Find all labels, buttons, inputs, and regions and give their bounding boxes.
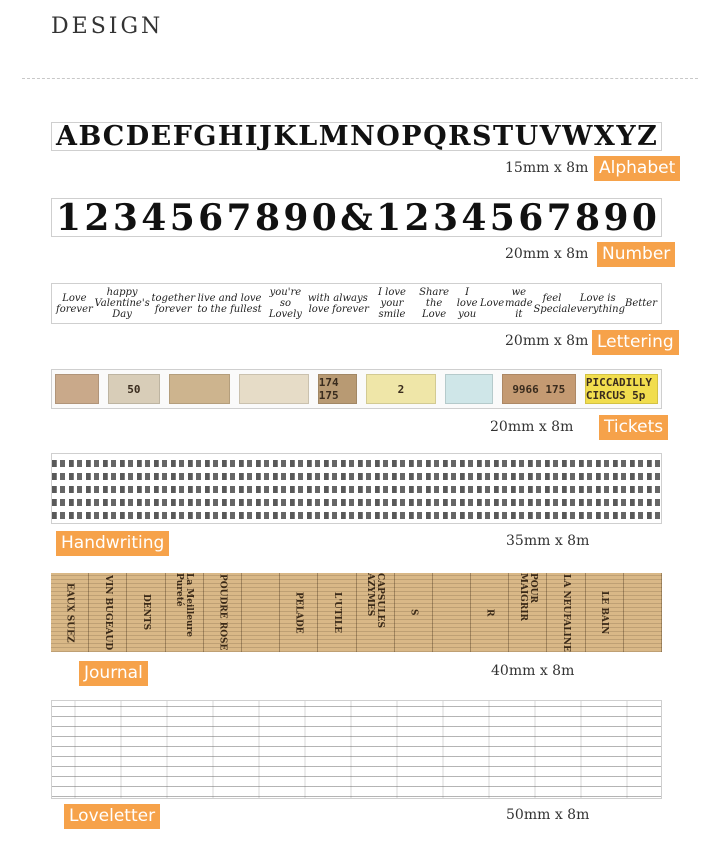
lettering-phrase: live and love to the fullest <box>197 292 262 315</box>
alphabet-glyph: O <box>376 122 400 151</box>
number-glyph: 2 <box>84 198 110 237</box>
number-glyph: 0 <box>631 198 657 237</box>
alphabet-glyph: P <box>401 122 422 151</box>
number-glyph: 3 <box>432 198 458 237</box>
lettering-phrase: happy Valentine's Day <box>94 287 150 320</box>
ticket-image: 2 <box>366 374 436 404</box>
journal-advert: DENTS <box>127 573 165 652</box>
lettering-phrase: I love your smile <box>378 287 406 320</box>
ticket-image <box>239 374 309 404</box>
lettering-phrase: we made it <box>504 287 533 320</box>
journal-advert <box>433 573 471 652</box>
lettering-phrase: Better <box>624 298 657 309</box>
alphabet-glyph: H <box>217 122 244 151</box>
alphabet-glyph: D <box>125 122 150 151</box>
alphabet-glyph: M <box>318 122 349 151</box>
journal-advert: VIN BUGEAUD <box>89 573 127 652</box>
alphabet-glyph: Q <box>423 122 447 151</box>
alphabet-glyph: Y <box>616 122 636 151</box>
ticket-image <box>445 374 493 404</box>
ticket-image: 50 <box>108 374 160 404</box>
tape-lettering <box>51 283 662 324</box>
journal-advert: EAUX SUEZ <box>51 573 89 652</box>
tape-size: 35mm x 8m <box>506 533 590 549</box>
tape-number <box>51 198 662 237</box>
lettering-phrase: I love you <box>456 287 478 320</box>
lettering-strip <box>52 284 661 323</box>
journal-advert: POUR MAIGRIR <box>509 573 547 652</box>
alphabet-glyph: V <box>539 122 561 151</box>
tape-size: 40mm x 8m <box>491 663 575 679</box>
number-glyph: 4 <box>141 198 167 237</box>
journal-advert: LA NEUFALINE <box>547 573 585 652</box>
alphabet-glyph: C <box>102 122 125 151</box>
journal-advert: CAPSULES AZYMES <box>357 573 395 652</box>
alphabet-strip <box>52 123 661 150</box>
lettering-phrase: Love forever <box>56 292 93 315</box>
loveletter-strip <box>52 701 661 798</box>
alphabet-glyph: K <box>273 122 297 151</box>
journal-advert <box>242 573 280 652</box>
journal-advert: S <box>395 573 433 652</box>
page-title: DESIGN <box>51 14 164 39</box>
journal-advert: L'UTILE <box>318 573 356 652</box>
journal-advert <box>624 573 662 652</box>
alphabet-glyph: U <box>514 122 539 151</box>
tape-alphabet <box>51 122 662 151</box>
lettering-phrase: together forever <box>151 292 196 315</box>
number-glyph: 7 <box>546 198 572 237</box>
number-glyph: & <box>340 198 373 237</box>
ticket-image: 9966 175 <box>502 374 576 404</box>
lettering-phrase: Love <box>480 298 505 309</box>
tape-size: 20mm x 8m <box>505 246 589 262</box>
ticket-image <box>55 374 99 404</box>
number-glyph: 4 <box>461 198 487 237</box>
tape-label: Tickets <box>599 415 668 440</box>
alphabet-glyph: J <box>259 122 272 151</box>
number-glyph: 1 <box>376 198 402 237</box>
number-glyph: 8 <box>254 198 281 237</box>
number-glyph: 6 <box>198 198 224 237</box>
lettering-phrase: always forever <box>332 292 369 315</box>
tickets-strip <box>52 370 661 408</box>
tape-label: Loveletter <box>64 804 160 829</box>
journal-strip <box>51 573 662 652</box>
alphabet-glyph: A <box>56 122 77 151</box>
tape-label: Alphabet <box>594 156 680 181</box>
tape-handwriting <box>51 453 662 524</box>
number-glyph: 7 <box>226 198 252 237</box>
ticket-image <box>169 374 230 404</box>
lettering-phrase: feel Special <box>533 292 571 315</box>
number-glyph: 9 <box>603 198 629 237</box>
alphabet-glyph: T <box>493 122 514 151</box>
number-glyph: 6 <box>518 198 544 237</box>
tape-size: 50mm x 8m <box>506 807 590 823</box>
alphabet-glyph: L <box>298 122 318 151</box>
tape-loveletter <box>51 700 662 799</box>
tape-size: 20mm x 8m <box>505 333 589 349</box>
tape-size: 15mm x 8m <box>505 160 589 176</box>
ticket-image: PICCADILLY CIRCUS 5p <box>585 374 658 404</box>
alphabet-glyph: I <box>244 122 258 151</box>
alphabet-glyph: R <box>448 122 471 151</box>
ticket-image: 174 175 <box>318 374 357 404</box>
lettering-phrase: Love is everything <box>570 292 625 315</box>
number-glyph: 2 <box>404 198 430 237</box>
tape-size: 20mm x 8m <box>490 419 574 435</box>
number-glyph: 9 <box>283 198 309 237</box>
alphabet-glyph: E <box>150 122 172 151</box>
alphabet-glyph: G <box>193 122 217 151</box>
journal-advert: La Meilleure Pureté <box>166 573 204 652</box>
number-strip <box>52 199 661 236</box>
lettering-phrase: with love <box>307 292 331 315</box>
divider <box>22 78 698 79</box>
alphabet-glyph: B <box>78 122 102 151</box>
journal-advert: PELADE <box>280 573 318 652</box>
journal-advert: LE BAIN <box>586 573 624 652</box>
alphabet-glyph: F <box>172 122 192 151</box>
alphabet-glyph: W <box>562 122 593 151</box>
tape-label: Lettering <box>592 330 679 355</box>
number-glyph: 8 <box>575 198 601 237</box>
tape-label: Number <box>597 242 675 267</box>
number-glyph: 5 <box>489 198 515 237</box>
alphabet-glyph: X <box>593 122 615 151</box>
handwriting-strip <box>52 454 661 523</box>
journal-advert: R <box>471 573 509 652</box>
alphabet-glyph: N <box>350 122 375 151</box>
journal-advert: POUDRE ROSE <box>204 573 242 652</box>
lettering-phrase: you're so Lovely <box>268 287 302 320</box>
alphabet-glyph: Z <box>637 122 657 151</box>
lettering-phrase: Share the Love <box>419 287 450 320</box>
number-glyph: 3 <box>112 198 138 237</box>
tape-journal <box>51 573 662 652</box>
number-glyph: 1 <box>56 198 82 237</box>
alphabet-glyph: S <box>472 122 492 151</box>
number-glyph: 5 <box>169 198 195 237</box>
tape-label: Journal <box>79 661 148 686</box>
number-glyph: 0 <box>311 198 337 237</box>
tape-label: Handwriting <box>56 531 169 556</box>
tape-tickets <box>51 369 662 409</box>
